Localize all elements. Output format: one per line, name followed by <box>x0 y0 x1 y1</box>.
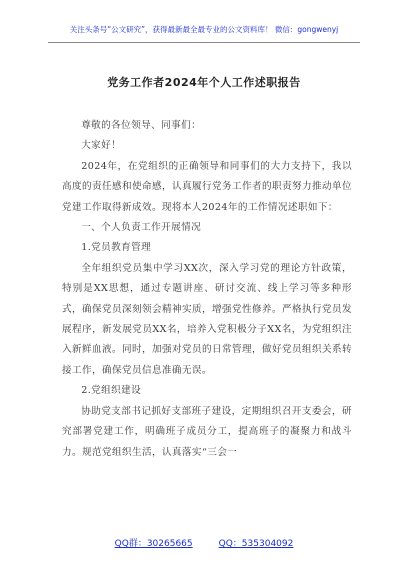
salutation: 尊敬的各位领导、同事们： <box>81 120 202 131</box>
section-heading: 一、个人负责工作开展情况 <box>81 222 202 234</box>
qq-contact-link[interactable]: QQ：535304092 <box>218 539 294 549</box>
greeting: 大家好！ <box>81 140 122 152</box>
qq-group-link[interactable]: QQ群：30265665 <box>114 539 193 549</box>
body-paragraph: 协助党支部书记抓好支部班子建设，定期组织召开支委会，研究部署党建工作，明确班子成员分工，提高班子的凝聚力和战斗力。规范党组织生活，认真落实“三会一 <box>62 405 352 458</box>
intro-paragraph: 2024年，在党组织的正确领导和同事们的大力支持下，我以高度的责任感和使命感，认真履行党务工作者的职责努力推动单位党建工作取得新成效。现将本人2024年的工作情况述职如下： <box>62 160 352 213</box>
subsection-heading: 2.党组织建设 <box>81 385 142 397</box>
subsection-heading: 1.党员教育管理 <box>81 242 152 254</box>
document-title: 党务工作者2024年个人工作述职报告 <box>107 76 301 89</box>
body-paragraph: 全年组织党员集中学习XX次，深入学习党的理论方针政策，特别是XX思想，通过专题讲座、研讨交流、线上学习等多种形式，确保党员深刻领会精神实质，增强党性修养。严格执行党员发展程序，新发展党员XX名，培养入党积极分子XX名，为党组织注入新鲜血液。同时，加强对党员的日常管理，做好党员组织关系转接工作，确保党员信息准确无误。 <box>62 262 352 376</box>
header-divider <box>48 42 360 43</box>
footer-contact <box>0 536 408 549</box>
header-banner[interactable]: 关注头条号“公文研究”，获得最新最全最专业的公文资料库！ 微信：gongwenyj <box>69 25 339 34</box>
document-body <box>62 116 352 463</box>
